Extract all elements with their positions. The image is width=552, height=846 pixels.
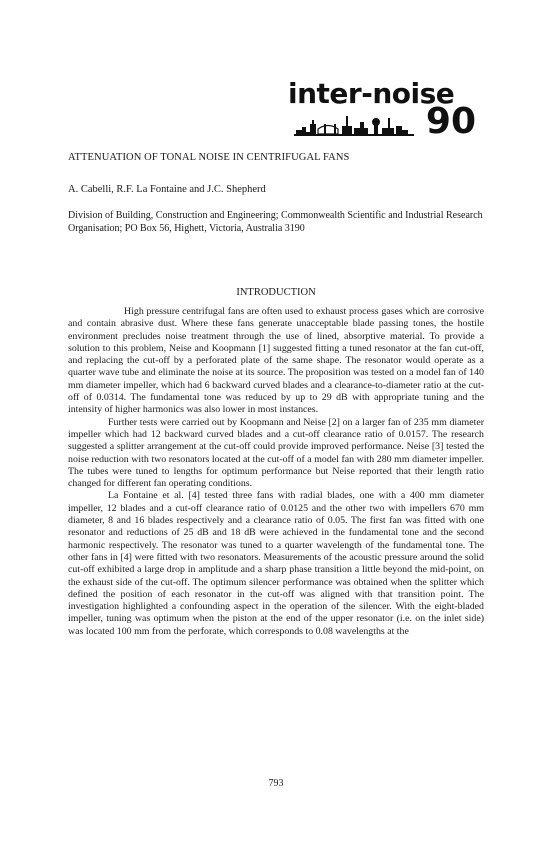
conference-logo [288, 77, 478, 142]
paper-title: ATTENUATION OF TONAL NOISE IN CENTRIFUGAL FANS [68, 152, 350, 163]
paragraph: La Fontaine et al. [4] tested three fans with radial blades, one with a 400 mm diameter impeller, 12 blades and a cut-off clearance ratio of 0.0125 and the other two with impellers 670 mm diameter, 8 and 16 blades respectively and a clearance ratio of 0.05. The first fan was fitted with one resonator and reductions of 25 dB and 18 dB were achieved in the fundamental tone and the second harmonic respectively. The resonator was tuned to a quarter wavelength of the fundamental tone. The other fans in [4] were fitted with two resonators. Measurements of the acoustic pressure around the solid cut-off exhibited a large drop in amplitude and a sharp phase transition a little beyond the mid-point, on the exhaust side of the cut-off. The optimum silencer performance was obtained when the splitter which defined the position of each resonator in the cut-off was aligned with that transition point. The investigation highlighted a confounding aspect in the operation of the silencer. With the eight-bladed impeller, tuning was optimum when the piston at the end of the upper resonator (i.e. on the inlet side) was located 100 mm from the perforate, which corresponds to 0.08 wavelengths at the [68, 490, 484, 637]
logo-wordmark: inter-noise [288, 77, 455, 110]
paragraph: Further tests were carried out by Koopmann and Neise [2] on a larger fan of 235 mm diameter impeller which had 12 backward curved blades and a cut-off clearance ratio of 0.0157. The research suggested a splitter arrangement at the cut-off could provide improved performance. Neise [3] tested the noise reduction with two resonators located at the cut-off of a model fan with 280 mm diameter impeller. The tubes were tuned to lengths for optimum performance but Neise reported that their length ratio changed for different fan operating conditions. [68, 416, 484, 490]
paragraph: High pressure centrifugal fans are often used to exhaust process gases which are corrosive and contain abrasive dust. Where these fans generate unacceptable blade passing tones, the hostile environment precludes noise treatment through the use of lined, absorptive material. To provide a solution to this problem, Neise and Koopmann [1] suggested fitting a tuned resonator at the fan cut-off, and replacing the cut-off by a perforated plate of the same shape. The resonator would operate as a quarter wave tube and eliminate the noise at its source. The proposition was tested on a model fan of 140 mm diameter impeller, which had 6 backward curved blades and a clearance-to-diameter ratio at the cut-off of 0.0314. The fundamental tone was reduced by up to 29 dB with appropriate tuning and the intensity of higher harmonics was also lower in most instances. [68, 306, 484, 416]
paper-authors: A. Cabelli, R.F. La Fontaine and J.C. Shepherd [68, 184, 266, 195]
body-text [68, 306, 484, 638]
logo-year: 90 [425, 101, 476, 142]
author-affiliation: Division of Building, Construction and Engineering; Commonwealth Scientific and Industrial Research Organisation; PO Box 56, Highett, Victoria, Australia 3190 [68, 210, 483, 234]
section-heading: INTRODUCTION [236, 287, 316, 298]
skyline-icon [294, 110, 414, 136]
page-number: 793 [268, 778, 284, 789]
